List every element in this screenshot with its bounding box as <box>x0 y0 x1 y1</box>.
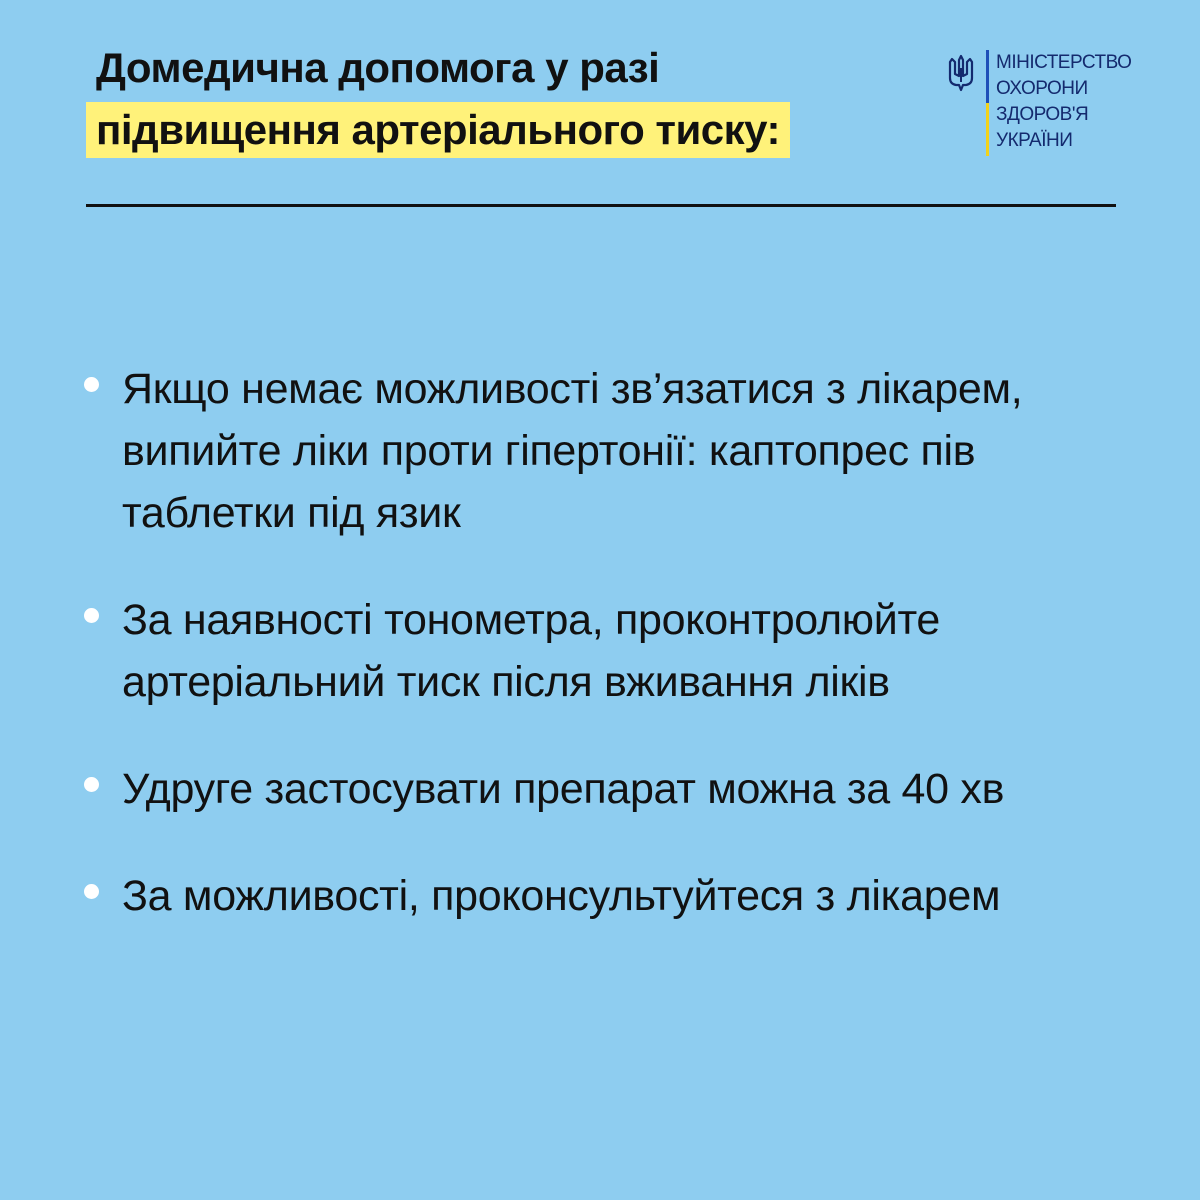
list-item-text: Якщо немає можливості зв’язатися з лікарем, випийте ліки проти гіпертонії: каптопрес пів таблетки під язик <box>122 365 1023 537</box>
list-item <box>84 865 1144 927</box>
logo-divider-bar <box>986 50 989 156</box>
bullet-dot-icon <box>84 884 99 899</box>
ministry-logo <box>948 50 1132 158</box>
advice-list <box>84 358 1144 972</box>
bullet-dot-icon <box>84 777 99 792</box>
ministry-name-line-2: ОХОРОНИ <box>996 78 1088 99</box>
ministry-name <box>996 50 1131 154</box>
trident-icon <box>948 54 974 92</box>
list-item <box>84 589 1144 713</box>
page-title <box>86 40 846 158</box>
ministry-name-line-3: ЗДОРОВ'Я <box>996 104 1089 125</box>
bullet-dot-icon <box>84 608 99 623</box>
list-item <box>84 358 1144 544</box>
list-item-text: Удруге застосувати препарат можна за 40 хв <box>122 765 1005 813</box>
title-line-2-highlighted: підвищення артеріального тиску: <box>86 102 790 158</box>
title-line-1: Домедична допомога у разі <box>96 44 660 91</box>
header-divider <box>86 204 1116 207</box>
ministry-name-line-1: МІНІСТЕРСТВО <box>996 52 1132 73</box>
list-item-text: За наявності тонометра, проконтролюйте артеріальний тиск після вживання ліків <box>122 596 940 706</box>
ministry-name-line-4: УКРАЇНИ <box>996 130 1073 151</box>
list-item <box>84 758 1144 820</box>
bullet-dot-icon <box>84 377 99 392</box>
list-item-text: За можливості, проконсультуйтеся з лікарем <box>122 872 1001 920</box>
